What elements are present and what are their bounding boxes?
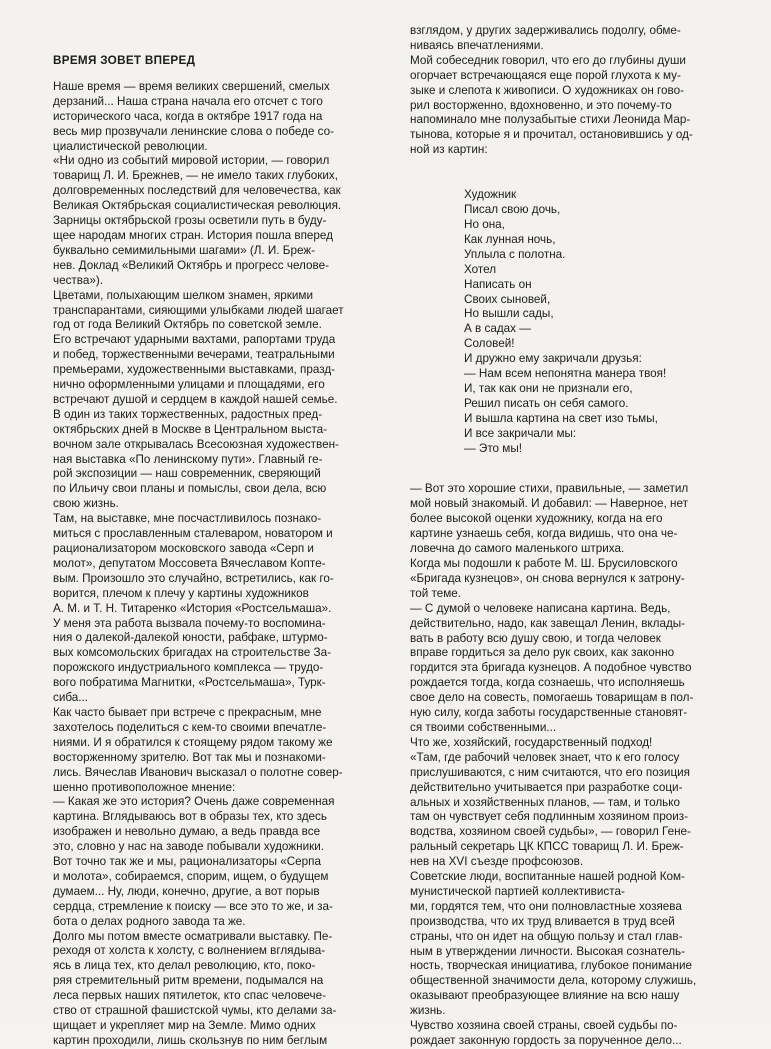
paragraph: Мой собеседник говорил, что его до глубины души огорчает встречающаяся еще порой глухота к му- зыке и слепота к живописи. О художниках он гово- рил восторженно, вдохновенно, и это почему-то напоминало мне полузабытые стихи Леонида Мар- тынова, которые я и прочитал, остановившись у од- ной из картин: [410, 53, 693, 157]
paragraph: взглядом, у других задерживались подолгу, обме- ниваясь впечатлениями. [410, 24, 681, 52]
poem: Художник Писал свою дочь, Но она, Как лунная ночь, Уплыла с полотна. Хотел Написать он Своих сыновей, Но вышли сады, А в садах — Соловей! И дружно ему закричали друзья: — Нам всем непонятна манера твоя! И, так как они не признали его, Решил писать он себя самого. И вышла картина на свет изо тьмы, И все закричали мы: — Это мы! [464, 188, 667, 455]
left-column [53, 54, 386, 1049]
paragraph: — Какая же это история? Очень даже современная картина. Вглядываюсь вот в образы тех, кто здесь изображен и невольно думаю, а ведь правда все это, словно у нас на заводе побывали художники. Вот точно так же и мы, рационализаторы «Серпа и молота», собираемся, спорим, ищем, о будущем думаем... Ну, люди, конечно, другие, а вот порыв сердца, стремление к поиску — все это то же, и за- бота о делах родного завода та же. [53, 795, 335, 928]
article-title: ВРЕМЯ ЗОВЕТ ВПЕРЕД [53, 54, 196, 67]
right-column [410, 24, 737, 1049]
paragraph: Наше время — время великих свершений, смелых дерзаний... Наша страна начала его отсчет с того исторического часа, когда в октябре 1917 года на весь мир прозвучали ленинские слова о победе со- циалистической революции. [53, 79, 335, 153]
paragraph: Там, на выставке, мне посчастливилось познако- миться с прославленным сталеваром, новатором и рационализатором московского завода «Серп и молот», депутатом Моссовета Вячеславом Копте- вым. Произошло это случайно, встретились, как го- ворится, плечом к плечу у картины художников А. М. и Т. Н. Титаренко «История «Ростсельмаша». У меня эта работа вызвала почему-то воспомина- ния о далекой-далекой юности, рабфаке, штурмо- вых комсомольских бригадах на строительстве За- порожского индустриального комплекса — трудо- вого побратима Магнитки, «Ростсельмаша», Турк- сиба... [53, 512, 334, 705]
paragraph: Чувство хозяина своей страны, своей судьбы по- рождает законную гордость за порученное дело... [410, 1019, 682, 1047]
paragraph: «Там, где рабочий человек знает, что к его голосу прислушиваются, с ним считаются, что его позиция действительно учитывается при разработке соци- альных и хозяйственных планов, — там, и только там он чувствует себя подлинным хозяином произ- водства, хозяином своей судьбы», — говорил Гене- ральный секретарь ЦК КПСС товарищ Л. И. Бреж- нев на XVI съезде профсоюзов. [410, 750, 691, 869]
paragraph: — С думой о человеке написана картина. Ведь, действительно, надо, как завещал Ленин, вклады- вать в работу всю душу свою, и тогда человек вправе гордиться за дело рук своих, как законно гордится эта бригада кузнецов. А подобное чувство рождается тогда, когда сознаешь, что исполняешь свое дело на совесть, помогаешь товарищам в пол- ную силу, когда заботы государственные становят- ся твоими собственными... [410, 601, 694, 734]
paragraph: — Вот это хорошие стихи, правильные, — заметил мой новый знакомый. И добавил: — Наверное, нет более высокой оценки художнику, когда на его картине узнаешь себя, когда видишь, что она че- ловечна до самого маленького штриха. [410, 482, 689, 556]
paragraph: Что же, хозяйский, государственный подход! [410, 735, 653, 749]
paragraph: Цветами, полыхающим шелком знамен, яркими транспарантами, сияющими улыбками людей шагает год от года Великий Октябрь по советской земле. Его встречают ударными вахтами, рапортами труда и побед, торжественными вечерами, театральными премьерами, художественными выставками, празд- нично оформленными улицами и площадями, его встречают душой и сердцем в каждой нашей семье. В один из таких торжественных, радостных пред- октябрьских дней в Москве в Центральном выста- вочном зале открывалась Всесоюзная художествен- ная выставка «По ленинскому пути». Главный ге- рой экспозиции — наш современник, сверяющий по Ильичу свои планы и помыслы, свои дела, всю свою жизнь. [53, 288, 344, 511]
spacer [410, 158, 737, 188]
spacer [410, 456, 737, 482]
paragraph: Как часто бывает при встрече с прекрасным, мне захотелось поделиться с кем-то своими впечатле- ниями. И я обратился к стоящему рядом такому же восторженному зрителю. Вот так мы и познакоми- лись. Вячеслав Иванович высказал о полотне совер- шенно противоположное мнение: [53, 705, 343, 794]
paragraph: «Ни одно из событий мировой истории, — говорил товарищ Л. И. Брежнев, — не имело таких глубоких, долговременных последствий для человечества, как Великая Октябрьская социалистическая революция. Зарницы октябрьской грозы осветили путь в буду- щее народам многих стран. История пошла вперед буквально семимильными шагами» (Л. И. Бреж- нев. Доклад «Великий Октябрь и прогресс челове- чества»). [53, 154, 342, 287]
paragraph: Долго мы потом вместе осматривали выставку. Пе- реходя от холста к холсту, с волнением вглядыва- ясь в лица тех, кто делал революцию, кто, поко- ряя стремительный ритм времени, подымался на леса первых наших пятилеток, кто спас человече- ство от страшной фашистской чумы, кто делами за- щищает и укрепляет мир на Земле. Мимо одних картин проходили, лишь скользнув по ним беглым [53, 929, 337, 1047]
paragraph: Советские люди, воспитанные нашей родной Ком- мунистической партией коллективиста- ми, гордятся тем, что они полновластные хозяева производства, что их труд вливается в труд всей страны, что он идет на общую пользу и стал глав- ным в утверждении личности. Высокая сознатель- ность, творческая инициатива, глубокое понимание общественной значимости дела, которому служишь, оказывают преобразующее влияние на всю нашу жизнь. [410, 870, 697, 1018]
paragraph: Когда мы подошли к работе М. Ш. Брусиловского «Бригада кузнецов», он снова вернулся к затрону- той теме. [410, 557, 685, 600]
